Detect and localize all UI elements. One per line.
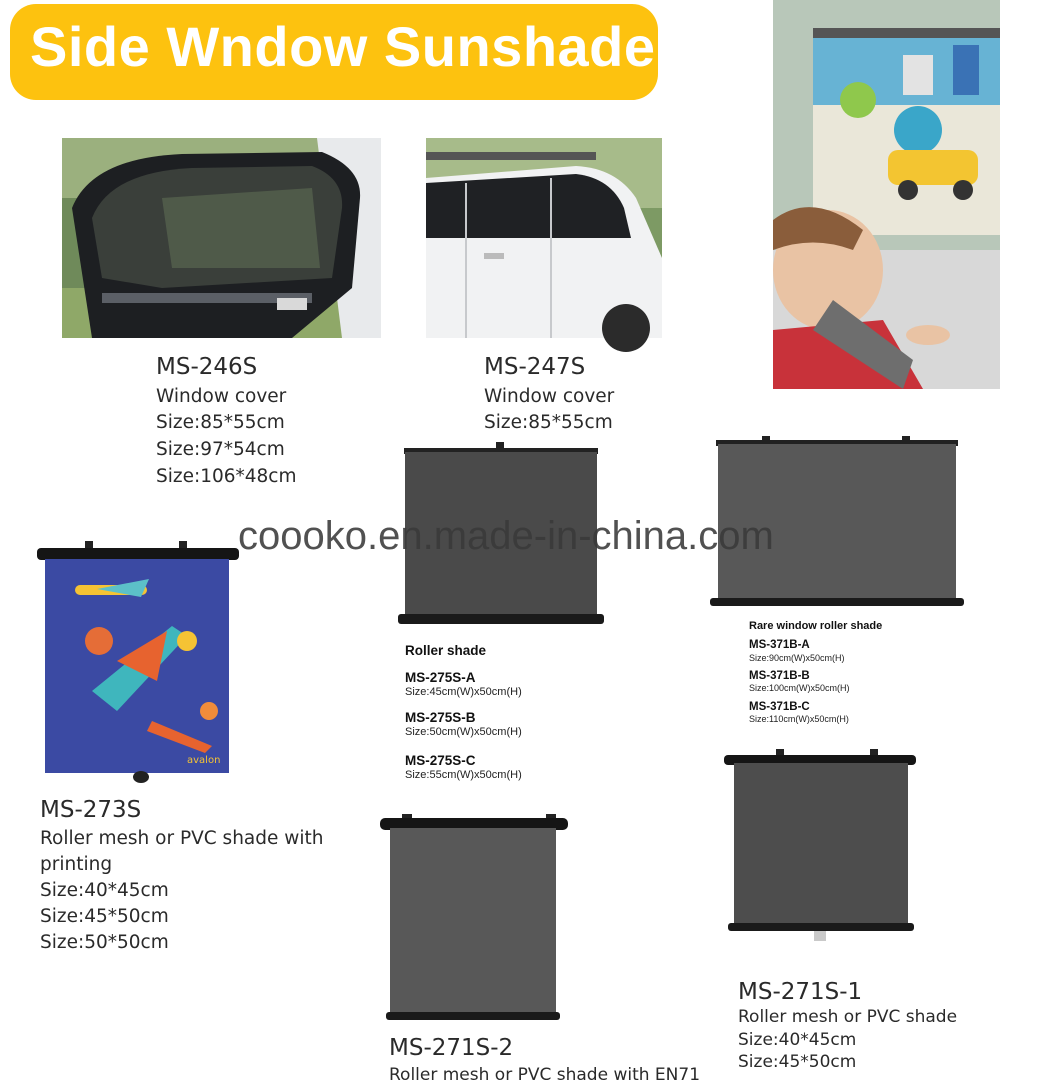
photo-ms-246s bbox=[62, 138, 381, 338]
print-label: avalon bbox=[187, 755, 221, 766]
product-desc-ms-271s-1: Roller mesh or PVC shade bbox=[738, 1007, 958, 1027]
photo-ms-247s bbox=[426, 138, 662, 338]
product-desc-ms-273s-2: printing bbox=[40, 854, 113, 875]
product-code-ms-271s-2: MS-271S-2 bbox=[389, 1035, 514, 1061]
photo-ms-273s bbox=[37, 541, 239, 783]
spec-size-ms-371b-a: Size:90cm(W)x50cm(H) bbox=[749, 653, 845, 663]
spec-code-ms-371b-c: MS-371B-C bbox=[749, 701, 810, 713]
product-desc-ms-271s-2: Roller mesh or PVC shade with EN71 bbox=[389, 1065, 701, 1085]
product-size-ms-273s-2: Size:45*50cm bbox=[40, 906, 169, 927]
photo-ms-271s-2 bbox=[376, 810, 572, 1026]
spec-size-ms-371b-c: Size:110cm(W)x50cm(H) bbox=[749, 714, 849, 724]
product-code-ms-246s: MS-246S bbox=[156, 354, 258, 380]
product-desc-ms-273s-1: Roller mesh or PVC shade with bbox=[40, 828, 324, 849]
product-desc-ms-246s: Window cover bbox=[156, 386, 287, 407]
watermark: coooko.en.made-in-china.com bbox=[238, 514, 774, 558]
product-size-ms-273s-1: Size:40*45cm bbox=[40, 880, 169, 901]
spec-code-ms-371b-b: MS-371B-B bbox=[749, 670, 810, 682]
spec-code-ms-275s-a: MS-275S-A bbox=[405, 670, 476, 685]
product-code-ms-247s: MS-247S bbox=[484, 354, 586, 380]
product-size-ms-246s-1: Size:85*55cm bbox=[156, 412, 285, 433]
product-code-ms-273s: MS-273S bbox=[40, 797, 142, 823]
product-size-ms-247s: Size:85*55cm bbox=[484, 412, 613, 433]
product-code-ms-271s-1: MS-271S-1 bbox=[738, 979, 863, 1005]
product-desc-ms-247s: Window cover bbox=[484, 386, 615, 407]
spec-title-ms-371b: Rare window roller shade bbox=[749, 620, 883, 632]
spec-code-ms-275s-c: MS-275S-C bbox=[405, 753, 476, 768]
product-desc-ms-271s-2-clip bbox=[389, 1064, 709, 1085]
photo-ms-271s-1 bbox=[720, 745, 922, 945]
product-size-ms-273s-3: Size:50*50cm bbox=[40, 932, 169, 953]
spec-code-ms-275s-b: MS-275S-B bbox=[405, 710, 476, 725]
product-size-ms-271s-1-1: Size:40*45cm bbox=[738, 1030, 857, 1050]
spec-code-ms-371b-a: MS-371B-A bbox=[749, 639, 810, 651]
spec-size-ms-275s-c: Size:55cm(W)x50cm(H) bbox=[405, 769, 522, 781]
photo-child-with-shade bbox=[773, 0, 1000, 389]
page-title: Side Wndow Sunshade bbox=[30, 15, 656, 78]
spec-size-ms-275s-a: Size:45cm(W)x50cm(H) bbox=[405, 686, 522, 698]
product-size-ms-246s-3: Size:106*48cm bbox=[156, 466, 297, 487]
spec-size-ms-371b-b: Size:100cm(W)x50cm(H) bbox=[749, 683, 850, 693]
product-size-ms-246s-2: Size:97*54cm bbox=[156, 439, 285, 460]
spec-size-ms-275s-b: Size:50cm(W)x50cm(H) bbox=[405, 726, 522, 738]
spec-title-ms-275s: Roller shade bbox=[405, 643, 487, 658]
product-size-ms-271s-1-2: Size:45*50cm bbox=[738, 1052, 857, 1072]
product-size-ms-247s-clip bbox=[484, 410, 634, 433]
